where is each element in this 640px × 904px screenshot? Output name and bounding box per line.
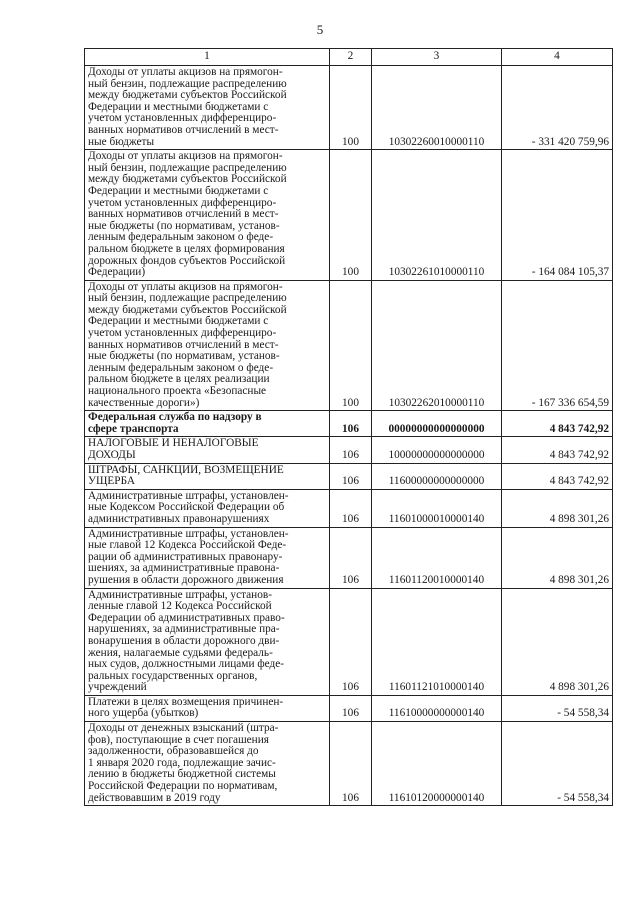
row-amount: 4 898 301,26 [502,489,613,527]
row-code: 11600000000000000 [372,463,502,489]
row-name: Доходы от уплаты акцизов на прямогон- ный бензин, подлежащие распределению между бюджетами субъектов Российской Федерации и местными бюджетами с учетом установленных дифференциро- ванных нормативов отчислений в мест- ные бюджеты (по нормативам, установ- ленным федеральным законом о феде- ральном бюджете в целях формирования дорожных фондов субъектов Российской Федерации) [85,150,330,281]
row-code: 10302260010000110 [372,66,502,150]
row-code: 11601121010000140 [372,588,502,695]
row-code: 10000000000000000 [372,437,502,463]
row-amount: - 54 558,34 [502,722,613,806]
table-row [85,66,613,150]
row-code: 11601000010000140 [372,489,502,527]
table-row [85,463,613,489]
table-row [85,527,613,588]
row-name: Доходы от денежных взысканий (штра- фов), поступающие в счет погашения задолженности, образовавшейся до 1 января 2020 года, подлежащие зачис- лению в бюджеты бюджетной системы Российской Федерации по нормативам, действовавшим в 2019 году [85,722,330,806]
table-row [85,280,613,411]
row-name: Административные штрафы, установлен- ные Кодексом Российской Федерации об административных правонарушениях [85,489,330,527]
row-amount: 4 843 742,92 [502,437,613,463]
row-indicator: 106 [330,695,372,721]
table-row [85,588,613,695]
header-col-3: 3 [372,49,502,66]
row-code: 11601120010000140 [372,527,502,588]
table-row [85,695,613,721]
revenue-table [84,48,613,806]
row-amount: - 164 084 105,37 [502,150,613,281]
table-row [85,150,613,281]
row-code: 11610120000000140 [372,722,502,806]
table-header-row [85,49,613,66]
header-col-4: 4 [502,49,613,66]
row-amount: 4 898 301,26 [502,588,613,695]
page-number: 5 [316,22,324,37]
row-name: Административные штрафы, установ- ленные главой 12 Кодекса Российской Федерации об административных право- нарушениях, за административные пра- вонарушения в области дорожного дви- жения, налагаемые судьями федераль- ных судов, должностными лицами феде- ральных государственных органов, учреждений [85,588,330,695]
table-row [85,722,613,806]
row-name: Административные штрафы, установлен- ные главой 12 Кодекса Российской Феде- рации об административных правонару- шениях, за административные правона- рушения в области дорожного движения [85,527,330,588]
row-indicator: 106 [330,489,372,527]
row-indicator: 106 [330,722,372,806]
row-indicator: 100 [330,280,372,411]
row-name: Федеральная служба по надзору в сфере транспорта [85,411,330,437]
row-code: 11610000000000140 [372,695,502,721]
row-amount: - 331 420 759,96 [502,66,613,150]
row-code: 10302261010000110 [372,150,502,281]
row-amount: - 167 336 654,59 [502,280,613,411]
row-amount: 4 843 742,92 [502,411,613,437]
row-amount: 4 898 301,26 [502,527,613,588]
row-amount: 4 843 742,92 [502,463,613,489]
row-indicator: 100 [330,66,372,150]
header-col-1: 1 [85,49,330,66]
row-indicator: 106 [330,463,372,489]
row-indicator: 106 [330,411,372,437]
table-row-agency [85,411,613,437]
table-row [85,437,613,463]
row-name: НАЛОГОВЫЕ И НЕНАЛОГОВЫЕ ДОХОДЫ [85,437,330,463]
row-name: Платежи в целях возмещения причинен- ного ущерба (убытков) [85,695,330,721]
row-indicator: 106 [330,437,372,463]
row-indicator: 106 [330,527,372,588]
row-indicator: 100 [330,150,372,281]
row-code: 10302262010000110 [372,280,502,411]
row-name: ШТРАФЫ, САНКЦИИ, ВОЗМЕЩЕНИЕ УЩЕРБА [85,463,330,489]
row-amount: - 54 558,34 [502,695,613,721]
row-name: Доходы от уплаты акцизов на прямогон- ный бензин, подлежащие распределению между бюджетами субъектов Российской Федерации и местными бюджетами с учетом установленных дифференциро- ванных нормативов отчислений в мест- ные бюджеты (по нормативам, установ- ленным федеральным законом о феде- ральном бюджете в целях реализации национального проекта «Безопасные качественные дороги») [85,280,330,411]
row-indicator: 106 [330,588,372,695]
row-code: 00000000000000000 [372,411,502,437]
table-row [85,489,613,527]
row-name: Доходы от уплаты акцизов на прямогон- ный бензин, подлежащие распределению между бюджетами субъектов Российской Федерации и местными бюджетами с учетом установленных дифференциро- ванных нормативов отчислений в мест- ные бюджеты [85,66,330,150]
header-col-2: 2 [330,49,372,66]
